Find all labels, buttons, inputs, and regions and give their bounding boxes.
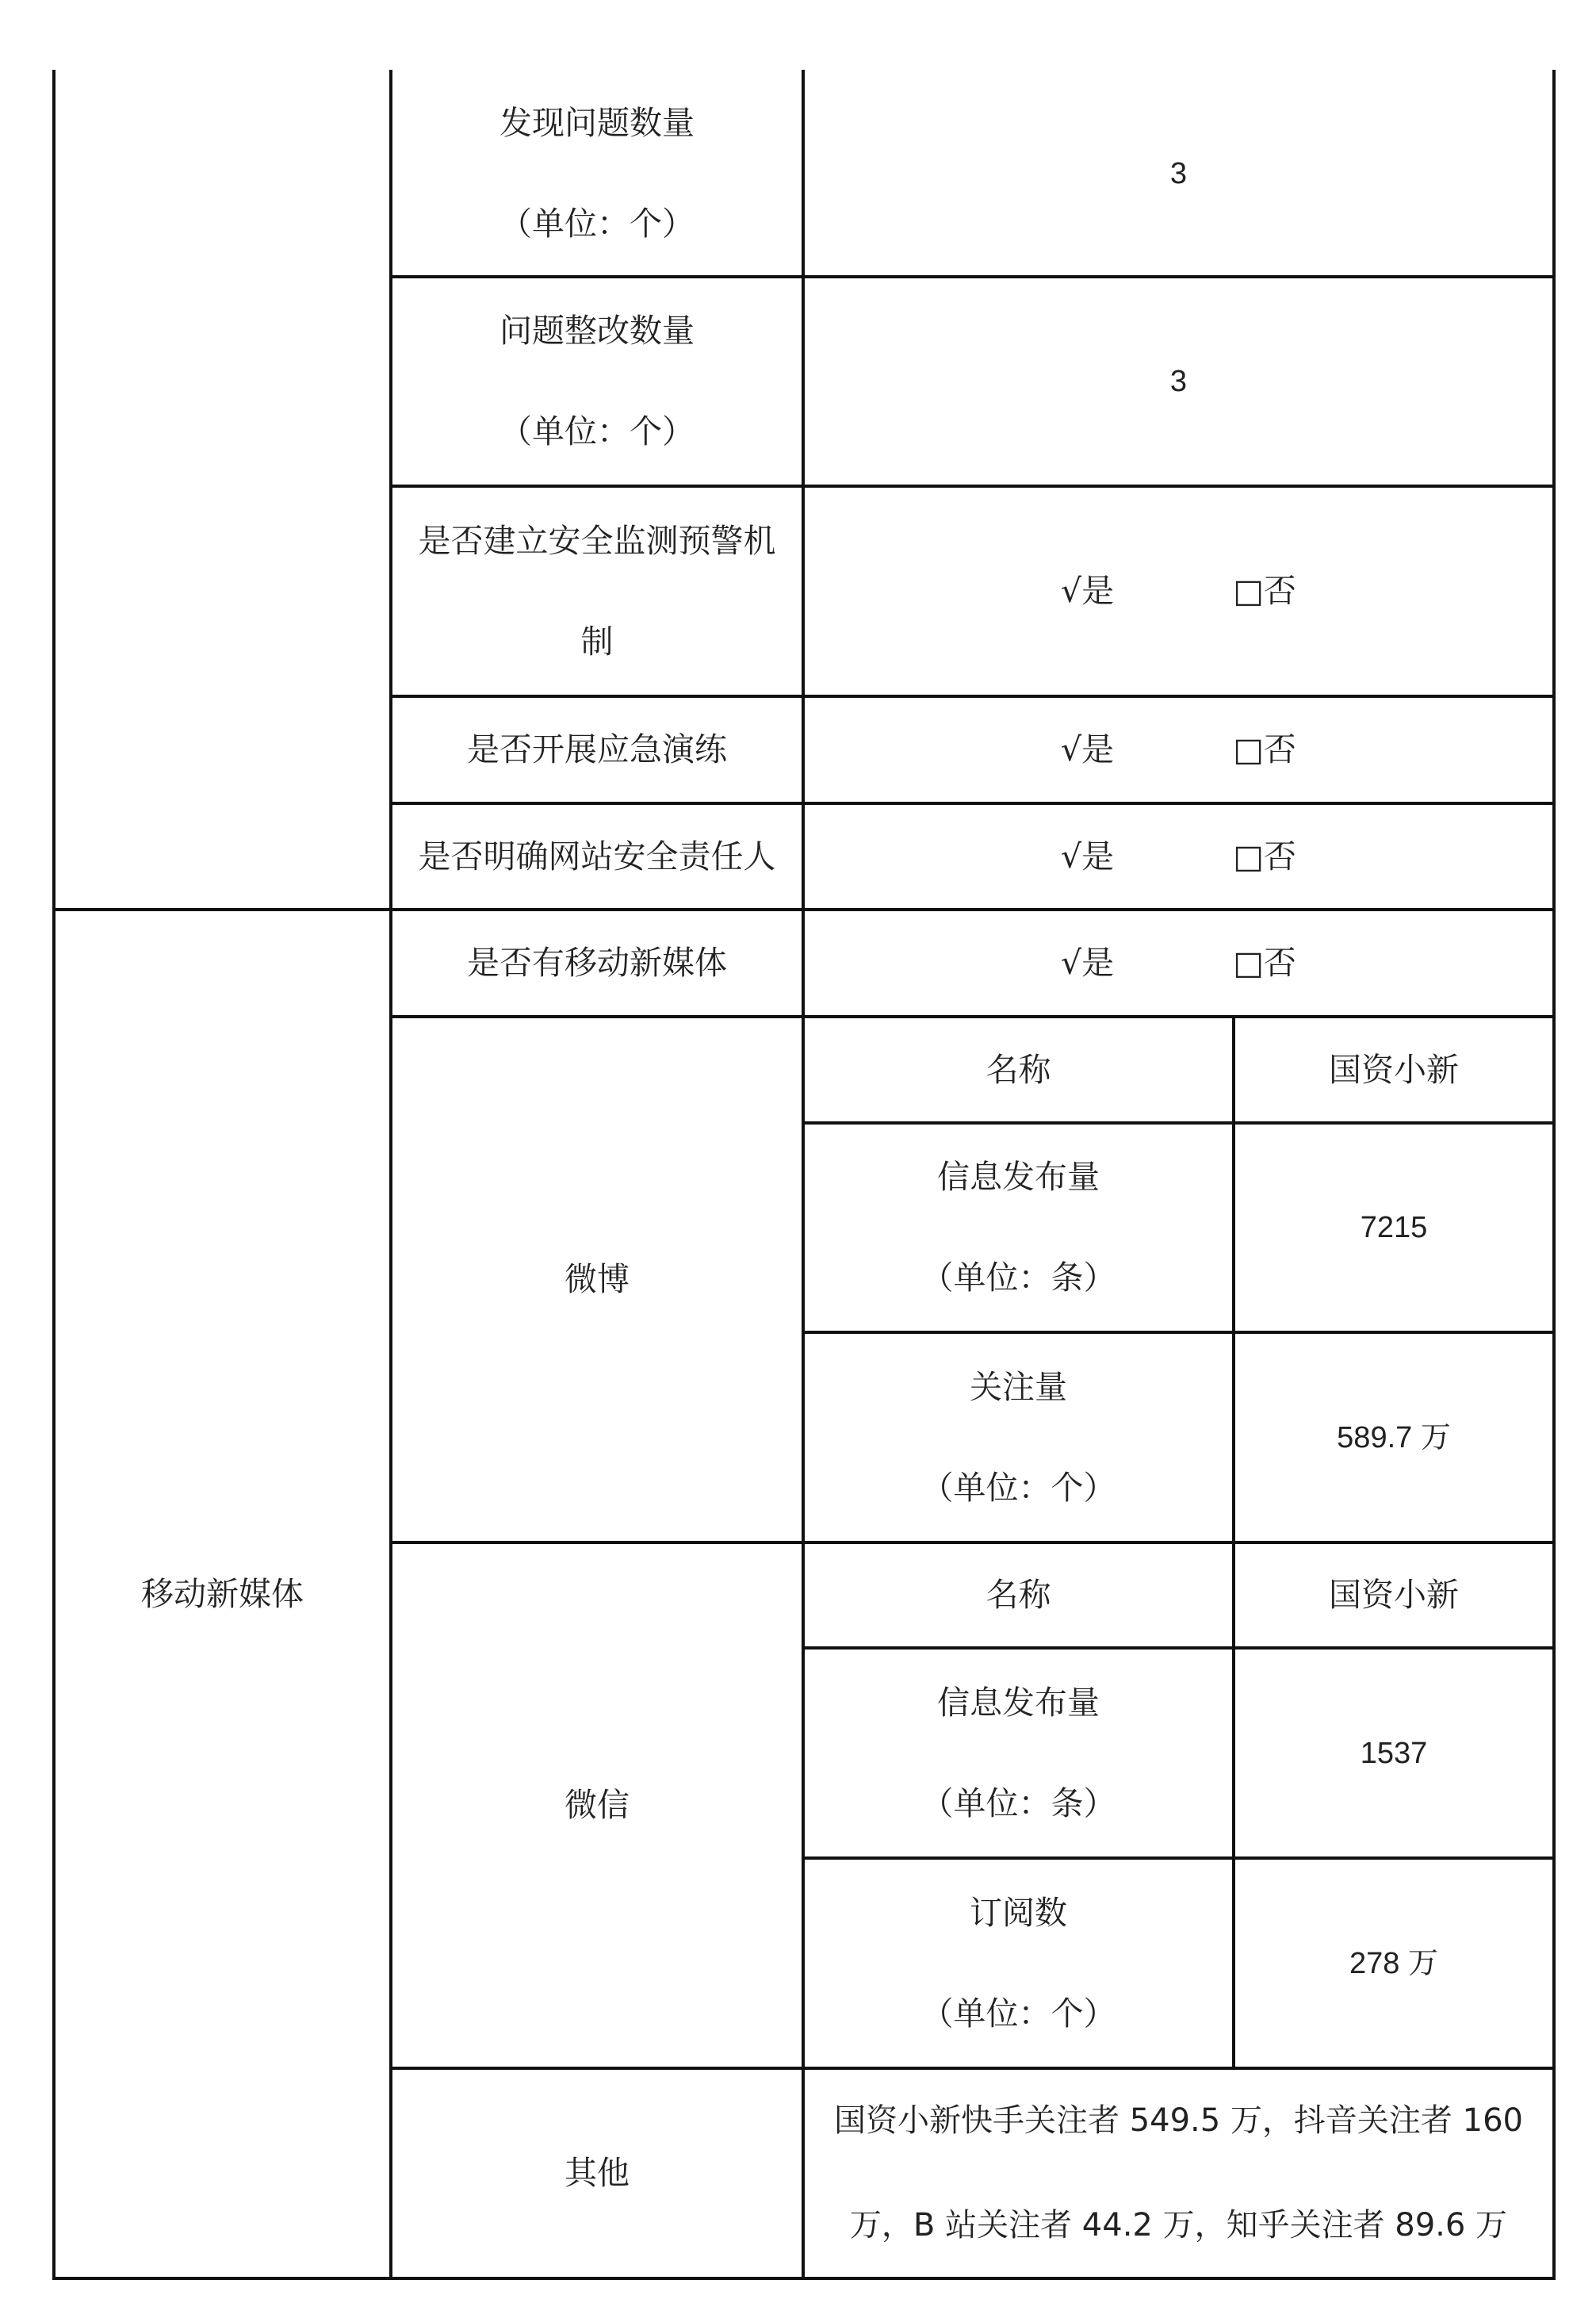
wechat-posts-unit: （单位：条） (920, 1784, 1116, 1822)
monitoring-label (391, 486, 803, 696)
responsible-no-checkbox[interactable]: □否 (1233, 837, 1296, 876)
wechat-label: 微信 (565, 1786, 630, 1824)
monitoring-yes-checkbox[interactable]: √是 (1061, 572, 1115, 610)
wechat-subs-unit: （单位：个） (920, 1994, 1116, 2033)
wechat-subs-value: 278 万 (1349, 1946, 1438, 1980)
drill-choice (803, 696, 1554, 803)
other-text: 国资小新快手关注者 549.5 万，抖音关注者 160 万，B 站关注者 44.2 万，知乎关注者 89.6 万 (833, 2102, 1523, 2243)
wechat-name-value: 国资小新 (1329, 1576, 1459, 1614)
wechat-subs-label-text: 订阅数 (970, 1893, 1067, 1932)
weibo-followers-label-text: 关注量 (970, 1367, 1067, 1406)
has-mobile-choice (803, 910, 1554, 1017)
issues-fixed-value: 3 (1169, 365, 1188, 398)
has-mobile-yes-checkbox[interactable]: √是 (1061, 944, 1115, 982)
weibo-followers-unit: （单位：个） (920, 1468, 1116, 1507)
monitoring-no-checkbox[interactable]: □否 (1233, 572, 1296, 610)
wechat-posts-value: 1537 (1360, 1736, 1428, 1770)
has-mobile-label: 是否有移动新媒体 (467, 944, 727, 982)
monitoring-label-line1: 是否建立安全监测预警机 (418, 521, 776, 560)
responsible-yes-checkbox[interactable]: √是 (1061, 837, 1115, 876)
drill-label: 是否开展应急演练 (467, 730, 727, 768)
drill-yes-checkbox[interactable]: √是 (1061, 730, 1115, 768)
monitoring-choice (803, 486, 1554, 696)
weibo-followers-label (803, 1332, 1234, 1542)
other-label: 其他 (565, 2154, 630, 2192)
weibo-posts-label (803, 1123, 1234, 1332)
drill-no-checkbox[interactable]: □否 (1233, 730, 1296, 768)
responsible-label: 是否明确网站安全责任人 (418, 837, 776, 876)
section-label-mobile-media: 移动新媒体 (141, 1574, 304, 1613)
has-mobile-no-checkbox[interactable]: □否 (1233, 944, 1296, 982)
weibo-posts-label-text: 信息发布量 (937, 1158, 1100, 1196)
weibo-name-value: 国资小新 (1329, 1050, 1459, 1089)
wechat-name-label: 名称 (986, 1576, 1051, 1614)
issues-fixed-unit: （单位：个） (499, 412, 695, 450)
wechat-posts-label-text: 信息发布量 (937, 1683, 1100, 1722)
issues-found-value: 3 (1169, 156, 1188, 190)
issues-fixed-label (391, 277, 803, 486)
weibo-name-label: 名称 (986, 1050, 1051, 1089)
monitoring-label-line2: 制 (580, 622, 614, 661)
wechat-subs-label (803, 1858, 1234, 2068)
weibo-followers-value: 589.7 万 (1337, 1420, 1451, 1454)
weibo-posts-value: 7215 (1360, 1211, 1428, 1244)
issues-fixed-label-text: 问题整改数量 (499, 312, 695, 350)
issues-found-label-text: 发现问题数量 (499, 103, 695, 142)
responsible-choice (803, 803, 1554, 910)
weibo-posts-unit: （单位：条） (920, 1259, 1116, 1297)
weibo-label: 微博 (565, 1260, 630, 1298)
wechat-posts-label (803, 1648, 1234, 1858)
issues-found-unit: （单位：个） (499, 204, 695, 243)
issues-found-label (391, 70, 803, 277)
